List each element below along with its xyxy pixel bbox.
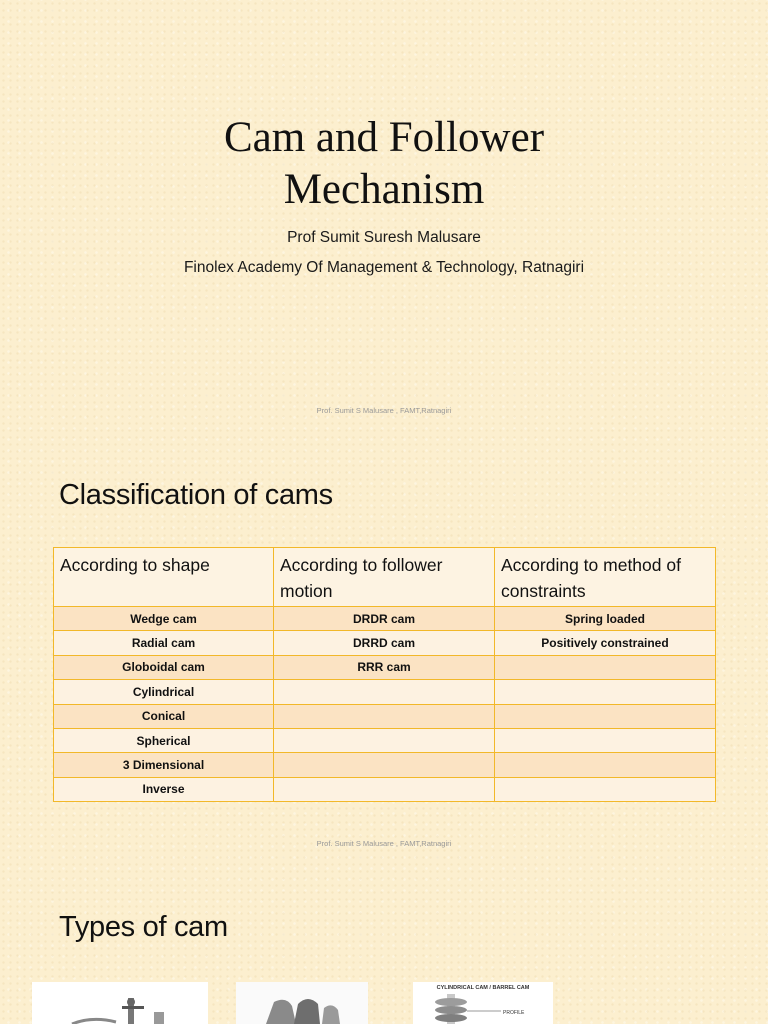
table-cell — [495, 777, 716, 801]
table-cell — [274, 753, 495, 777]
slide-heading: Types of cam — [59, 911, 228, 943]
slide-footer: Prof. Sumit S Malusare , FAMT,Ratnagiri — [316, 406, 452, 415]
table-cell — [495, 680, 716, 704]
cylindrical-cam-image — [413, 982, 553, 1024]
table-row — [54, 777, 716, 801]
table-cell: Radial cam — [54, 631, 274, 655]
table-row — [54, 631, 716, 655]
table-cell — [495, 753, 716, 777]
table-header-cell: According to follower motion — [274, 548, 495, 607]
table-cell: Cylindrical — [54, 680, 274, 704]
table-cell: Spherical — [54, 728, 274, 752]
table-row — [54, 655, 716, 679]
table-header-row — [54, 548, 716, 607]
table-cell: RRR cam — [274, 655, 495, 679]
globoidal-cam-image — [236, 982, 368, 1024]
table-row — [54, 704, 716, 728]
image-caption: CYLINDRICAL CAM / BARREL CAM — [436, 985, 530, 991]
table-header-cell: According to method of constraints — [495, 548, 716, 607]
table-header-cell: According to shape — [54, 548, 274, 607]
institute-name: Finolex Academy Of Management & Technology, Ratnagiri — [183, 259, 585, 276]
types-slide — [0, 864, 768, 1024]
radial-cam-image — [32, 982, 208, 1024]
table-row — [54, 753, 716, 777]
table-cell — [495, 655, 716, 679]
table-cell: Conical — [54, 704, 274, 728]
title-line-2: Mechanism — [283, 166, 485, 213]
table-cell: Inverse — [54, 777, 274, 801]
table-cell: Wedge cam — [54, 607, 274, 631]
table-cell — [274, 777, 495, 801]
table-cell — [495, 728, 716, 752]
table-cell: Positively constrained — [495, 631, 716, 655]
classification-slide — [0, 432, 768, 864]
table-cell: Spring loaded — [495, 607, 716, 631]
author-name: Prof Sumit Suresh Malusare — [287, 229, 481, 246]
table-cell: DRRD cam — [274, 631, 495, 655]
title-slide — [0, 0, 768, 432]
slide-footer: Prof. Sumit S Malusare , FAMT,Ratnagiri — [316, 839, 452, 848]
table-cell: DRDR cam — [274, 607, 495, 631]
slide-title — [0, 112, 768, 216]
table-row — [54, 680, 716, 704]
table-cell — [274, 728, 495, 752]
slide-heading: Classification of cams — [59, 479, 333, 511]
table-cell — [274, 704, 495, 728]
table-row — [54, 728, 716, 752]
classification-table — [53, 547, 716, 802]
image-label: PROFILE — [503, 1010, 525, 1016]
table-row — [54, 607, 716, 631]
table-cell: Globoidal cam — [54, 655, 274, 679]
table-cell — [495, 704, 716, 728]
table-cell — [274, 680, 495, 704]
table-cell: 3 Dimensional — [54, 753, 274, 777]
title-line-1: Cam and Follower — [223, 114, 545, 161]
